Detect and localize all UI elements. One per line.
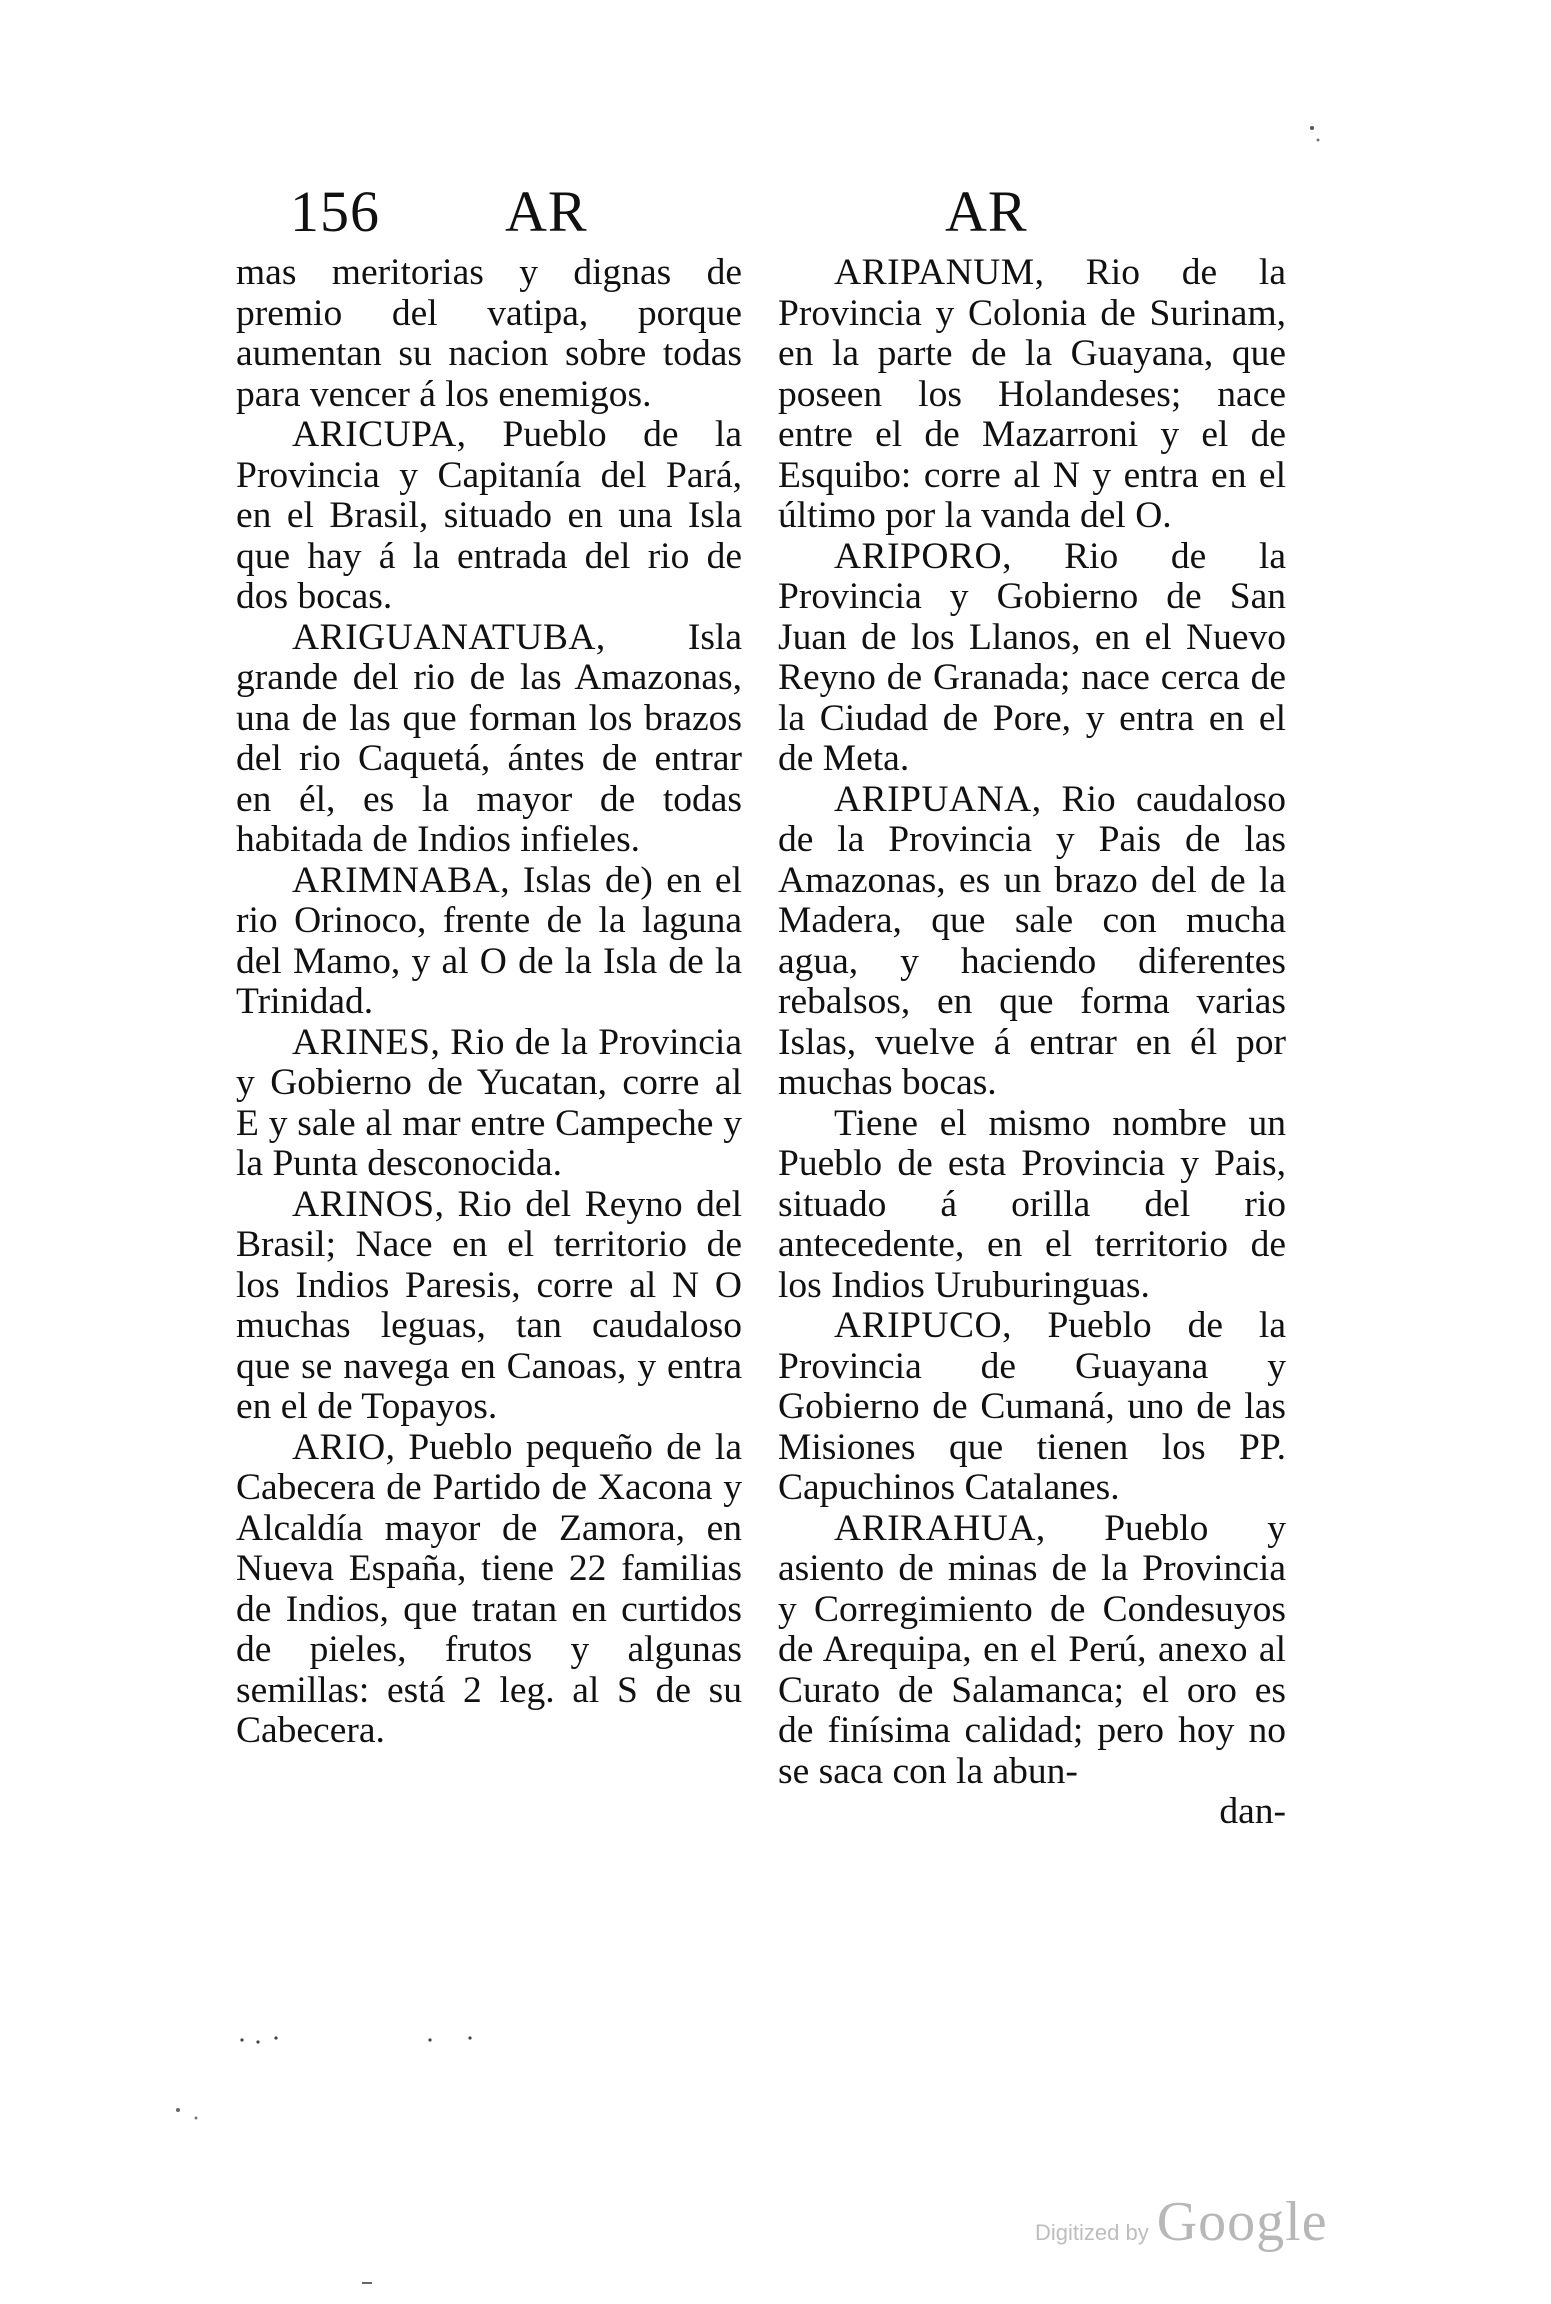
entry-headword: ARIMNABA: [292, 859, 501, 901]
entry-headword: ARIO: [292, 1426, 386, 1468]
catchword: dan-: [1219, 1791, 1286, 1832]
entry-text: , Pueblo y asiento de minas de la Provincia y Corregimiento de Condesuyos de Arequipa, en el Perú, anexo al Curato de Salamanca; el oro es de finísima calidad; pero hoy no se saca con la abun-: [778, 1507, 1286, 1792]
running-head-left: AR: [505, 179, 588, 244]
entry-headword: ARIPUCO: [834, 1305, 1003, 1346]
entry-headword: ARIPUANA: [834, 778, 1032, 820]
google-logo: Google: [1156, 2191, 1328, 2253]
entry-headword: ARIPANUM: [834, 252, 1035, 293]
digitized-by-text: Digitized by: [1035, 2220, 1149, 2245]
entry-headword: ARICUPA: [292, 414, 457, 455]
entry-text: , Islas de) en el rio Orinoco, frente de la laguna del Mamo, y al O de la Isla de la Trinidad.: [236, 859, 742, 1022]
entry-text: , Rio de la Provincia y Gobierno de Yucatan, corre al E y sale al mar entre Campeche y la Punta desconocida.: [236, 1021, 742, 1184]
page-number: 156: [290, 179, 380, 244]
google-digitized-watermark: [1035, 2190, 1328, 2254]
entry-text: , Pueblo pequeño de la Cabecera de Partido de Xacona y Alcaldía mayor de Zamora, en Nueva España, tiene 22 familias de Indios, que tratan en curtidos de pieles, frutos y algunas semillas: está 2 leg. al S de su Cabecera.: [236, 1426, 742, 1751]
entry-headword: ARIGUANATUBA: [292, 616, 596, 658]
continuation-paragraph: mas meritorias y dignas de premio del vatipa, porque aumentan su nacion sobre todas para vencer á los enemigos.: [236, 252, 742, 415]
entry-text: , Pueblo de la Provincia de Guayana y Gobierno de Cumaná, uno de las Misiones que tienen los PP. Capuchinos Catalanes.: [778, 1305, 1286, 1508]
entry-text: , Isla grande del rio de las Amazonas, una de las que forman los brazos del rio Caquetá, ántes de entrar en él, es la mayor de todas habitada de Indios infieles.: [236, 616, 742, 860]
entry-headword: ARIRAHUA: [834, 1507, 1036, 1549]
entry-headword: ARINOS: [292, 1183, 435, 1225]
entry-text: , Rio de la Provincia y Colonia de Surinam, en la parte de la Guayana, que poseen los Holandeses; nace entre el de Mazarroni y el de Esquibo: corre al N y entra en el último por la vanda del O.: [778, 252, 1286, 536]
entry-text: , Rio del Reyno del Brasil; Nace en el territorio de los Indios Paresis, corre al N O muchas leguas, tan caudaloso que se navega en Canoas, y entra en el de Topayos.: [236, 1183, 742, 1427]
entry-headword: ARINES: [292, 1021, 431, 1063]
entry-text: , Pueblo de la Provincia y Capitanía del Pará, en el Brasil, situado en una Isla que hay á la entrada del rio de dos bocas.: [236, 414, 742, 617]
running-head-right: AR: [945, 179, 1028, 244]
entry-text: , Rio caudaloso de la Provincia y Pais de las Amazonas, es un brazo del de la Madera, que sale con mucha agua, y haciendo diferentes rebalsos, en que forma varias Islas, vuelve á entrar en él por muchas bocas.: [778, 778, 1286, 1103]
entry-text: , Rio de la Provincia y Gobierno de San Juan de los Llanos, en el Nuevo Reyno de Granada; nace cerca de la Ciudad de Pore, y entra en el de Meta.: [778, 535, 1286, 779]
entry-text: Tiene el mismo nombre un Pueblo de esta Provincia y Pais, situado á orilla del rio antecedente, en el territorio de los Indios Uruburinguas.: [778, 1102, 1286, 1306]
entry-headword: ARIPORO: [834, 535, 1003, 577]
